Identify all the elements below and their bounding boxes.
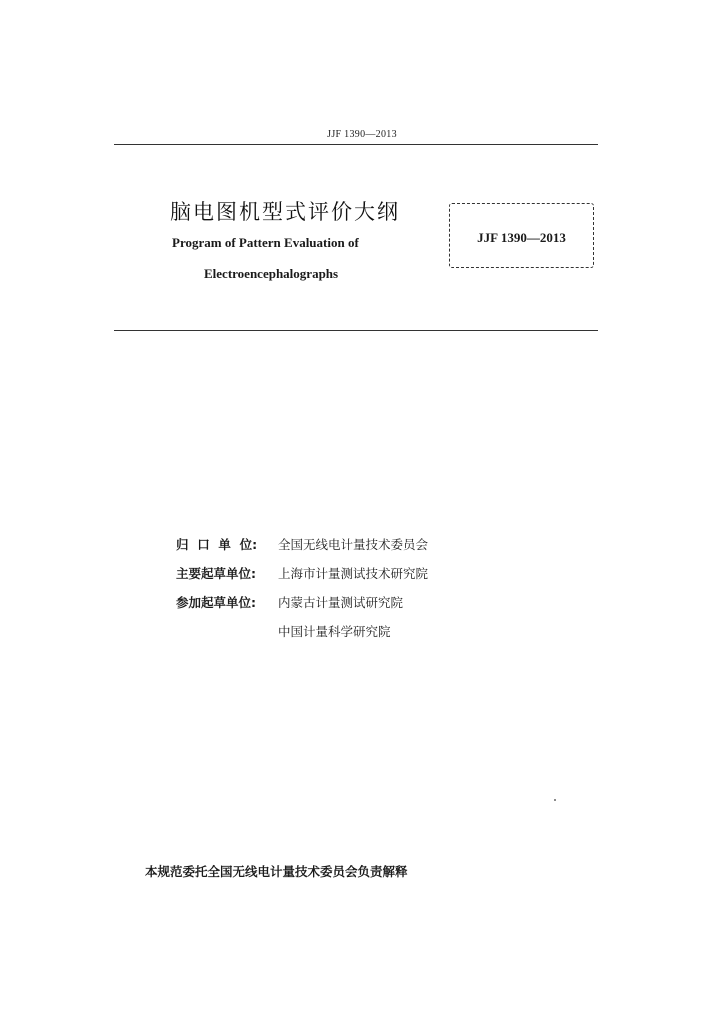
document-title-english-line1: Program of Pattern Evaluation of [172,235,359,250]
main-drafting-unit-value: 上海市计量测试技术研究院 [278,566,429,581]
responsible-unit-value: 全国无线电计量技术委员会 [278,537,429,552]
interpretation-note: 本规范委托全国无线电计量技术委员会负责解释 [145,864,408,879]
responsible-unit-label: 归 口 单 位: [176,537,258,552]
title-divider [114,330,598,331]
document-title-chinese: 脑电图机型式评价大纲 [170,200,400,224]
main-drafting-unit-label: 主要起草单位: [176,566,256,581]
participating-unit-value-1: 内蒙古计量测试研究院 [278,595,404,610]
top-divider [114,144,598,145]
participating-unit-value-2: 中国计量科学研究院 [278,624,391,639]
participating-unit-label: 参加起草单位: [176,595,256,610]
standard-code-box-text: JJF 1390—2013 [477,230,566,245]
document-title-english-line2: Electroencephalographs [204,266,339,281]
scan-speck [554,799,556,801]
header-standard-code: JJF 1390—2013 [327,129,397,140]
